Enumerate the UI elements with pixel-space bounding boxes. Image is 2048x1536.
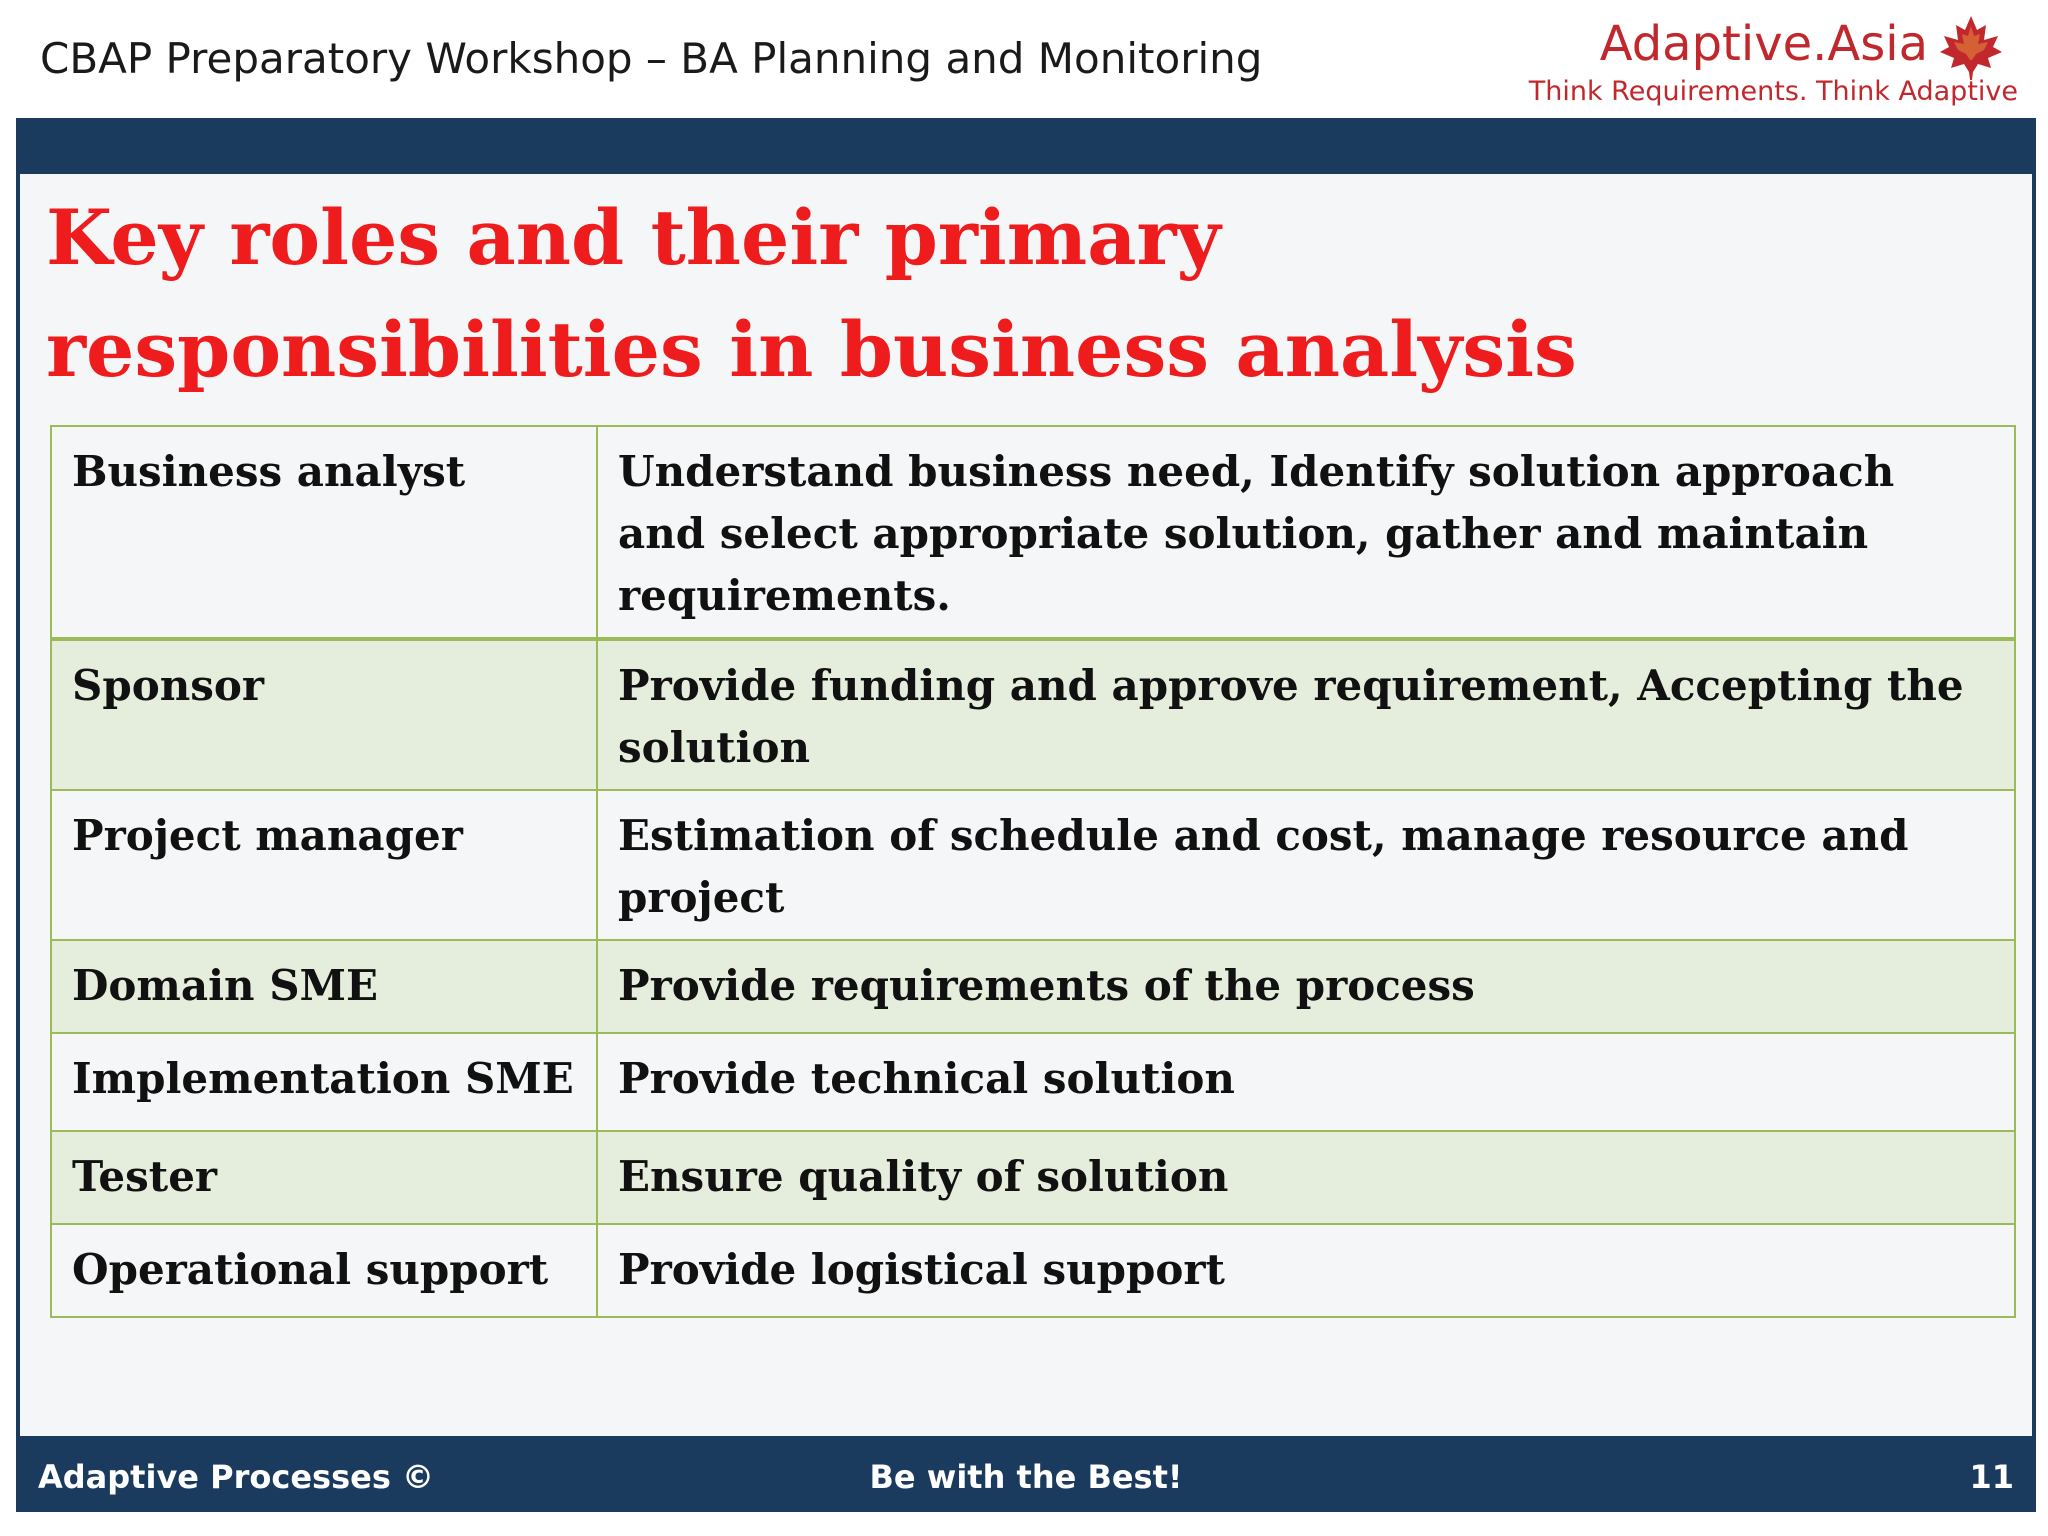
role-cell: Operational support (51, 1224, 597, 1317)
responsibility-cell: Ensure quality of solution (597, 1131, 2015, 1224)
responsibility-cell: Provide technical solution (597, 1033, 2015, 1131)
table-row (51, 1131, 2015, 1224)
table-row (51, 426, 2015, 639)
role-cell: Sponsor (51, 639, 597, 790)
logo-tagline: Think Requirements. Think Adaptive (1528, 76, 2018, 107)
role-cell: Project manager (51, 790, 597, 940)
footer-slogan: Be with the Best! (869, 1458, 1183, 1496)
slide-title-line-2: responsibilities in business analysis (46, 305, 1577, 394)
role-cell: Business analyst (51, 426, 597, 639)
table-row (51, 790, 2015, 940)
slide-title (46, 182, 1946, 406)
table-row (51, 1224, 2015, 1317)
role-cell: Implementation SME (51, 1033, 597, 1131)
responsibility-cell: Provide funding and approve requirement, Accepting the solution (597, 639, 2015, 790)
maple-leaf-icon (1936, 12, 2006, 82)
slide-title-line-1: Key roles and their primary (46, 193, 1221, 282)
roles-table (50, 425, 2016, 1318)
role-cell: Tester (51, 1131, 597, 1224)
responsibility-cell: Understand business need, Identify solution approach and select appropriate solution, gather and maintain requirements. (597, 426, 2015, 639)
responsibility-cell: Provide logistical support (597, 1224, 2015, 1317)
footer-bar (16, 1436, 2036, 1512)
table-row (51, 639, 2015, 790)
footer-copyright: Adaptive Processes © (38, 1458, 435, 1496)
role-cell: Domain SME (51, 940, 597, 1033)
responsibility-cell: Provide requirements of the process (597, 940, 2015, 1033)
table-row (51, 1033, 2015, 1131)
company-logo (1518, 12, 2018, 112)
header-title: CBAP Preparatory Workshop – BA Planning and Monitoring (40, 34, 1263, 83)
page-number: 11 (1969, 1458, 2014, 1496)
responsibility-cell: Estimation of schedule and cost, manage resource and project (597, 790, 2015, 940)
table-row (51, 940, 2015, 1033)
logo-name: Adaptive.Asia (1599, 16, 1928, 72)
